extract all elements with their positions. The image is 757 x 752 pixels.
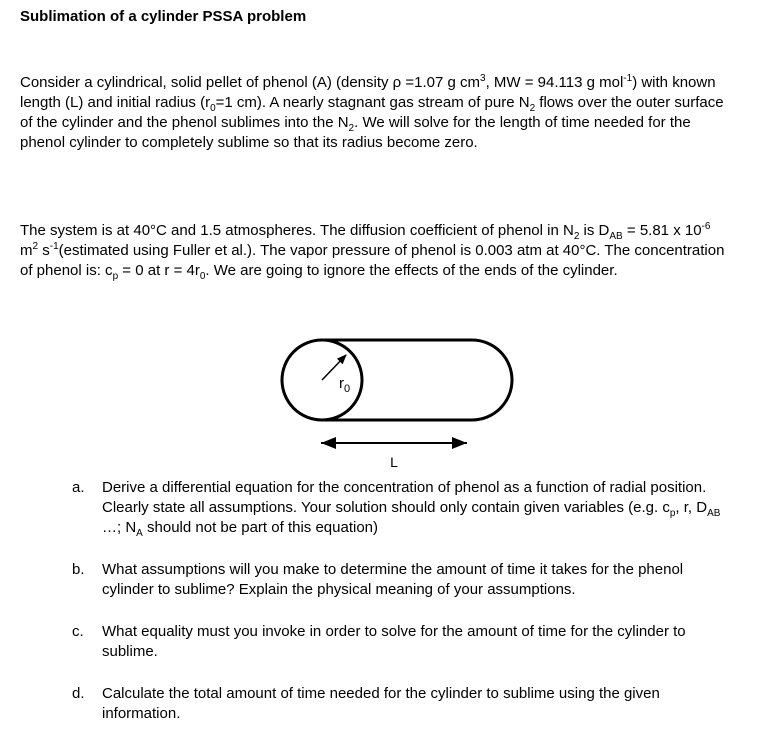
radius-label: $r_0$ xyxy=(339,375,351,395)
question-letter: b. xyxy=(72,561,85,578)
subscript: 2 xyxy=(573,231,580,242)
length-label: L xyxy=(390,454,398,470)
length-arrow-head-left xyxy=(321,437,336,449)
subscript: AB xyxy=(609,231,623,242)
question-text: What assumptions will you make to determine the amount of time it takes for the phenol cylinder to sublime? Explain the physical meaning of your assumptions. xyxy=(102,561,684,598)
question-letter: c. xyxy=(72,623,84,640)
subscript: 0 xyxy=(199,271,206,282)
superscript: 3 xyxy=(480,73,486,84)
length-arrow-head-right xyxy=(452,437,467,449)
text-span: = 0 at r = 4r xyxy=(118,262,200,279)
superscript: 2 xyxy=(32,241,39,252)
subscript: p xyxy=(112,271,119,282)
text-span: The system is at 40°C and 1.5 atmospheres. The diffusion coefficient of phenol in N xyxy=(20,222,574,239)
text-span: , r, D xyxy=(675,499,708,516)
subscript: 2 xyxy=(529,103,536,114)
text-span: should not be part of this equation) xyxy=(142,519,379,536)
text-span: m xyxy=(20,242,33,259)
text-span: s xyxy=(38,242,50,259)
text-span: ) with known length (L) and initial radius (r xyxy=(20,74,716,111)
subscript: 2 xyxy=(348,123,355,134)
text-span: …; N xyxy=(102,519,137,536)
superscript: -1 xyxy=(623,73,633,84)
problem-description xyxy=(20,73,725,153)
question-text xyxy=(102,478,722,538)
subscript: AB xyxy=(707,508,721,519)
superscript: -1 xyxy=(49,241,59,252)
system-conditions xyxy=(20,221,725,281)
text-span: =1 cm). A nearly stagnant gas stream of pure N xyxy=(215,94,530,111)
subscript: A xyxy=(136,528,143,539)
superscript: -6 xyxy=(701,221,711,232)
question-letter: d. xyxy=(72,685,85,702)
text-span: . We are going to ignore the effects of the ends of the cylinder. xyxy=(205,262,618,279)
text-span: = 5.81 x 10 xyxy=(622,222,702,239)
cylinder-diagram-svg xyxy=(270,330,530,480)
cylinder-diagram xyxy=(270,330,530,480)
text-span: Consider a cylindrical, solid pellet of phenol (A) (density ρ =1.07 g cm xyxy=(20,74,481,91)
subscript: p xyxy=(669,508,676,519)
subscript: 0 xyxy=(210,103,216,114)
question-text: What equality must you invoke in order to solve for the amount of time for the cylinder to sublime. xyxy=(102,623,686,660)
text-span: is D xyxy=(579,222,610,239)
question-text: Calculate the total amount of time needed for the cylinder to sublime using the given information. xyxy=(102,685,660,722)
text-span: (estimated using Fuller et al.). The vapor pressure of phenol is 0.003 atm at 40°C. The concentration of phenol is: c xyxy=(20,242,725,279)
text-span: Derive a differential equation for the concentration of phenol as a function of radial position. Clearly state all assumptions. Your solution should only contain given variables (e.g. c xyxy=(102,479,707,516)
text-span: , MW = 94.113 g mol xyxy=(485,74,624,91)
text-span: flows over the outer surface of the cylinder and the phenol sublimes into the N xyxy=(20,94,724,131)
text-span: . We will solve for the length of time needed for the phenol cylinder to completely sublime so that its radius become zero. xyxy=(20,114,691,151)
page-title: Sublimation of a cylinder PSSA problem xyxy=(20,8,307,25)
question-letter: a. xyxy=(72,479,85,496)
